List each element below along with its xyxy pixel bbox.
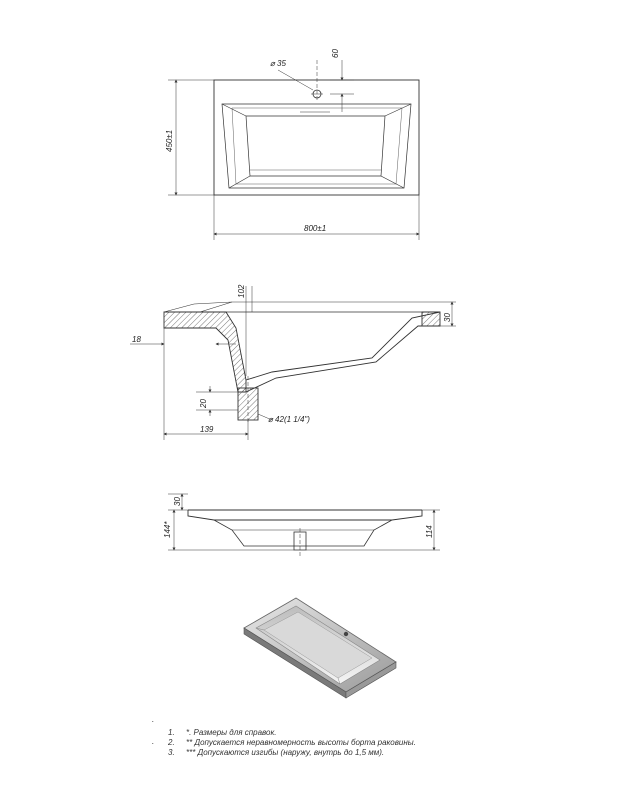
dim-front-rim: 30: [173, 497, 182, 506]
note-item: 1. *. Размеры для справок.: [168, 728, 277, 737]
note-item: 3. *** Допускаются изгибы (наружу, внутрь до 1,5 мм).: [168, 748, 385, 757]
dim-drain-diameter: ⌀ 42(1 1/4"): [268, 415, 310, 424]
section-bowl-floor: [246, 312, 440, 380]
svg-text:.: .: [152, 737, 155, 746]
dim-side-height: 30: [443, 313, 452, 322]
basin-3d-render: [244, 598, 396, 698]
note-item: 2. ** Допускается неравномерность высоты борта раковины.: [168, 738, 416, 747]
front-rim: [188, 510, 422, 520]
front-bowl: [214, 520, 392, 546]
dim-front-total: 144*: [163, 521, 172, 538]
dim-hole-diameter: ⌀ 35: [270, 59, 286, 68]
front-view: [168, 494, 440, 558]
dim-drain-height: 20: [199, 399, 208, 408]
top-outer-outline: [214, 80, 419, 195]
dim-wall-thickness: 18: [132, 335, 141, 344]
dim-front-bowl: 114: [425, 525, 434, 538]
section-bowl-floor-lower: [246, 326, 440, 392]
dim-drain-offset: 139: [200, 425, 214, 434]
dim-hole-offset: 60: [331, 49, 340, 58]
section-right-rim: [422, 312, 440, 326]
top-view: [168, 60, 419, 240]
top-bowl-inner: [246, 116, 385, 176]
dim-rim-height: 102: [237, 284, 246, 298]
render-tap-hole: [344, 632, 348, 636]
dim-depth: 450±1: [165, 129, 174, 152]
dim-width: 800±1: [304, 224, 327, 233]
notes-list: [168, 728, 438, 758]
section-left-wall: [164, 312, 246, 392]
svg-text:.: .: [152, 715, 155, 724]
